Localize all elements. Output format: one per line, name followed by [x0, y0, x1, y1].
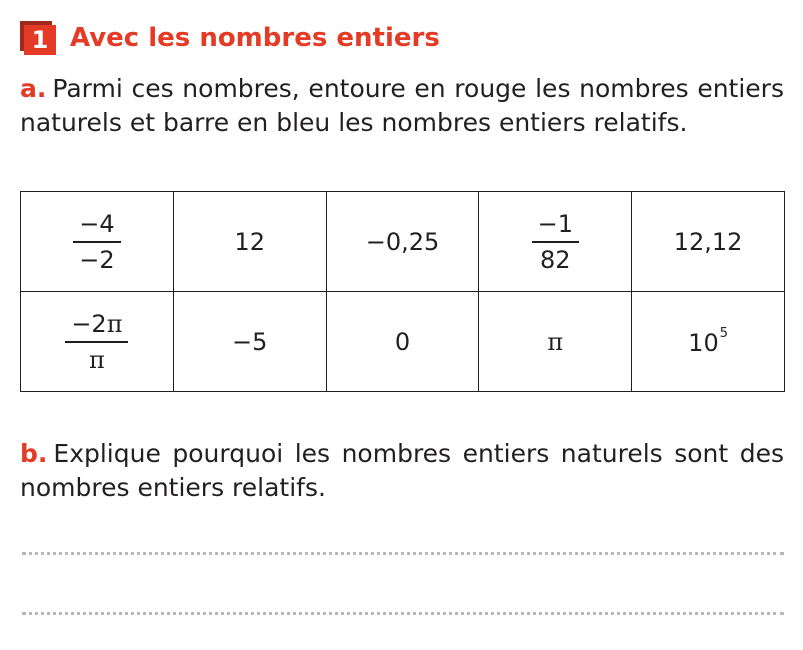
part-b-label: b.: [20, 439, 48, 468]
table-cell[interactable]: [632, 292, 785, 392]
fraction-denominator: π: [89, 345, 105, 374]
numerator-coefficient: −2: [71, 309, 107, 338]
exercise-header: [20, 20, 440, 56]
part-a-label: a.: [20, 74, 47, 103]
fraction-numerator: [65, 310, 128, 343]
table-cell[interactable]: 12: [173, 192, 326, 292]
numbers-table: [20, 191, 785, 392]
answer-line[interactable]: [22, 552, 784, 555]
fraction-numerator: −4: [73, 210, 120, 243]
power-exponent: 5: [719, 326, 728, 341]
part-b-text: Explique pourquoi les nombres entiers naturels sont des nombres entiers relatifs.: [20, 439, 784, 502]
table-cell[interactable]: 0: [326, 292, 479, 392]
exercise-number-badge: 1: [24, 25, 56, 55]
fraction: [532, 210, 579, 274]
table-cell[interactable]: −5: [173, 292, 326, 392]
table-row: [21, 192, 785, 292]
part-a-instruction: [20, 72, 784, 140]
fraction: [73, 210, 120, 274]
fraction-denominator: 82: [540, 245, 571, 274]
table-cell[interactable]: [479, 192, 632, 292]
table-cell[interactable]: 12,12: [632, 192, 785, 292]
power-base: 10: [688, 329, 719, 357]
pi-symbol: π: [106, 309, 123, 338]
part-b-instruction: [20, 437, 784, 505]
part-a-text: Parmi ces nombres, entoure en rouge les nombres entiers naturels et barre en bleu les nombres entiers relatifs.: [20, 74, 784, 137]
fraction: [65, 310, 128, 374]
exercise-title: Avec les nombres entiers: [70, 23, 440, 53]
table-cell[interactable]: −0,25: [326, 192, 479, 292]
table-cell[interactable]: [21, 192, 174, 292]
fraction-denominator: −2: [79, 245, 115, 274]
table-cell[interactable]: π: [479, 292, 632, 392]
table-row: [21, 292, 785, 392]
fraction-numerator: −1: [532, 210, 579, 243]
table-cell[interactable]: [21, 292, 174, 392]
answer-line[interactable]: [22, 612, 784, 615]
